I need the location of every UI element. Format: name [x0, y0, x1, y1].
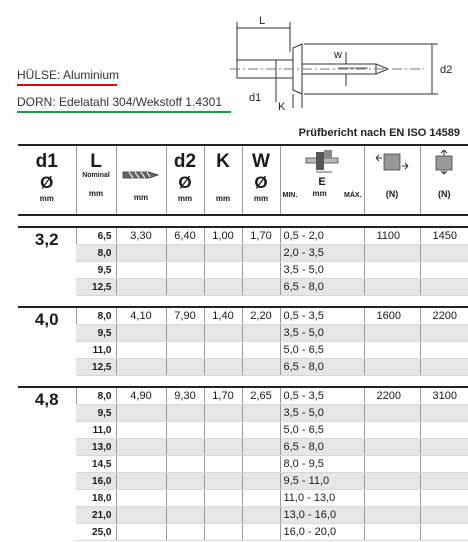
rivet-diameter: 3,2	[18, 227, 76, 296]
table-row	[18, 245, 468, 262]
mandrel-diameter	[242, 359, 280, 376]
dim-label-d2: d2	[440, 64, 453, 76]
mandrel-diameter	[242, 422, 280, 439]
length-value: 11,0	[76, 342, 116, 359]
drill-diameter	[116, 359, 166, 376]
spacer-cell	[18, 215, 468, 227]
tensile-strength	[420, 490, 468, 507]
head-diameter: 6,40	[166, 227, 204, 245]
drill-diameter	[116, 456, 166, 473]
length-value: 12,5	[76, 279, 116, 296]
head-diameter	[166, 490, 204, 507]
test-report-note: Prüfbericht nach EN ISO 14589	[298, 127, 460, 139]
length-value: 13,0	[76, 439, 116, 456]
head-height: 1,00	[204, 227, 242, 245]
shear-strength	[364, 456, 420, 473]
drill-diameter	[116, 279, 166, 296]
dim-label-w: w	[334, 49, 342, 61]
shear-strength	[364, 245, 420, 262]
col-header-W: W Ø mm	[242, 145, 280, 215]
shear-strength	[364, 507, 420, 524]
mandrel-diameter	[242, 342, 280, 359]
table-row	[18, 262, 468, 279]
head-height	[204, 456, 242, 473]
grip-range: 3,5 - 5,0	[280, 262, 364, 279]
shear-strength	[364, 359, 420, 376]
drill-diameter	[116, 405, 166, 422]
head-diameter	[166, 325, 204, 342]
spec-table	[18, 144, 468, 541]
table-row	[18, 359, 468, 376]
grip-range: 8,0 - 9,5	[280, 456, 364, 473]
table-row	[18, 342, 468, 359]
head-height	[204, 524, 242, 541]
grip-range: 0,5 - 3,5	[280, 387, 364, 405]
col-header-K: K mm	[204, 145, 242, 215]
tensile-strength	[420, 439, 468, 456]
head-height	[204, 405, 242, 422]
mandrel-underline	[17, 111, 231, 113]
grip-range: 0,5 - 3,5	[280, 307, 364, 325]
shear-strength	[364, 325, 420, 342]
drill-diameter	[116, 342, 166, 359]
table-row	[18, 524, 468, 541]
head-diameter	[166, 245, 204, 262]
shear-strength	[364, 524, 420, 541]
col-header-d1: d1 Ø mm	[18, 145, 76, 215]
head-height: 1,40	[204, 307, 242, 325]
sleeve-underline	[17, 84, 117, 86]
length-value: 12,5	[76, 359, 116, 376]
tensile-strength: 2200	[420, 307, 468, 325]
length-value: 21,0	[76, 507, 116, 524]
grip-range: 3,5 - 5,0	[280, 325, 364, 342]
shear-strength	[364, 473, 420, 490]
grip-range-icon	[302, 148, 342, 174]
tensile-strength	[420, 507, 468, 524]
drill-diameter	[116, 245, 166, 262]
length-value: 8,0	[76, 245, 116, 262]
head-diameter	[166, 456, 204, 473]
length-value: 25,0	[76, 524, 116, 541]
drill-diameter	[116, 325, 166, 342]
head-height	[204, 473, 242, 490]
shear-strength	[364, 405, 420, 422]
table-row	[18, 307, 468, 325]
drill-diameter	[116, 439, 166, 456]
tensile-strength	[420, 456, 468, 473]
drill-diameter	[116, 490, 166, 507]
table-row	[18, 387, 468, 405]
tensile-strength	[420, 359, 468, 376]
shear-strength: 2200	[364, 387, 420, 405]
drill-diameter: 4,10	[116, 307, 166, 325]
tensile-strength	[420, 262, 468, 279]
table-row	[18, 279, 468, 296]
grip-range: 6,5 - 8,0	[280, 439, 364, 456]
tensile-strength	[420, 279, 468, 296]
dim-label-L: L	[259, 15, 266, 27]
tensile-strength	[420, 342, 468, 359]
head-diameter	[166, 262, 204, 279]
head-height	[204, 325, 242, 342]
head-height	[204, 279, 242, 296]
head-height	[204, 262, 242, 279]
col-header-L: L Nominal mm	[76, 145, 116, 215]
head-diameter	[166, 439, 204, 456]
head-diameter	[166, 359, 204, 376]
length-value: 9,5	[76, 405, 116, 422]
drill-diameter	[116, 473, 166, 490]
grip-range: 0,5 - 2,0	[280, 227, 364, 245]
shear-strength: 1100	[364, 227, 420, 245]
head-diameter: 7,90	[166, 307, 204, 325]
head-diameter	[166, 279, 204, 296]
mandrel-diameter	[242, 405, 280, 422]
grip-range: 6,5 - 8,0	[280, 359, 364, 376]
head-diameter	[166, 473, 204, 490]
grip-range: 16,0 - 20,0	[280, 524, 364, 541]
mandrel-diameter	[242, 279, 280, 296]
shear-strength: 1600	[364, 307, 420, 325]
shear-strength	[364, 490, 420, 507]
head-diameter	[166, 422, 204, 439]
grip-range: 11,0 - 13,0	[280, 490, 364, 507]
head-height	[204, 439, 242, 456]
group-spacer	[18, 296, 468, 308]
tensile-strength	[420, 245, 468, 262]
mandrel-diameter	[242, 524, 280, 541]
drill-diameter: 4,90	[116, 387, 166, 405]
mandrel-diameter: 1,70	[242, 227, 280, 245]
length-value: 6,5	[76, 227, 116, 245]
rivet-diameter: 4,0	[18, 307, 76, 376]
head-height	[204, 507, 242, 524]
shear-strength	[364, 279, 420, 296]
mandrel-diameter	[242, 245, 280, 262]
sleeve-material: HÜLSE: Aluminium	[17, 68, 120, 82]
grip-range: 5,0 - 6,5	[280, 342, 364, 359]
head-diameter	[166, 507, 204, 524]
spacer-cell	[18, 376, 468, 388]
col-header-drill: mm	[116, 145, 166, 215]
grip-range: 5,0 - 6,5	[280, 422, 364, 439]
head-height	[204, 342, 242, 359]
mandrel-diameter: 2,65	[242, 387, 280, 405]
tensile-strength: 1450	[420, 227, 468, 245]
table-row	[18, 507, 468, 524]
header-row	[18, 145, 468, 215]
mandrel-material: DORN: Edelatahl 304/Wekstoff 1.4301	[17, 95, 223, 109]
col-header-tensile: (N)	[420, 145, 468, 215]
shear-strength	[364, 342, 420, 359]
mandrel-diameter	[242, 262, 280, 279]
shear-strength	[364, 262, 420, 279]
table-row	[18, 227, 468, 245]
rivet-drawing	[228, 6, 460, 118]
mandrel-diameter	[242, 473, 280, 490]
mandrel-diameter	[242, 325, 280, 342]
dim-label-K: K	[278, 101, 286, 113]
table-row	[18, 405, 468, 422]
head-height	[204, 245, 242, 262]
drill-diameter	[116, 262, 166, 279]
drill-bit-icon	[121, 166, 161, 184]
dim-label-d1: d1	[249, 92, 262, 104]
mandrel-diameter	[242, 439, 280, 456]
grip-range: 2,0 - 3,5	[280, 245, 364, 262]
drill-diameter	[116, 524, 166, 541]
tensile-strength	[420, 405, 468, 422]
col-header-d2: d2 Ø mm	[166, 145, 204, 215]
tensile-strength	[420, 524, 468, 541]
drill-diameter: 3,30	[116, 227, 166, 245]
table-row	[18, 490, 468, 507]
tensile-strength	[420, 473, 468, 490]
shear-force-icon	[374, 148, 410, 176]
drill-diameter	[116, 507, 166, 524]
head-height: 1,70	[204, 387, 242, 405]
table-row	[18, 456, 468, 473]
table-row	[18, 422, 468, 439]
shear-strength	[364, 422, 420, 439]
table-row	[18, 325, 468, 342]
rivet-diameter: 4,8	[18, 387, 76, 541]
head-diameter	[166, 405, 204, 422]
tensile-strength	[420, 325, 468, 342]
mandrel-diameter	[242, 456, 280, 473]
spacer-cell	[18, 296, 468, 308]
length-value: 18,0	[76, 490, 116, 507]
col-header-shear: (N)	[364, 145, 420, 215]
grip-range: 3,5 - 5,0	[280, 405, 364, 422]
drill-diameter	[116, 422, 166, 439]
group-spacer	[18, 215, 468, 227]
shear-strength	[364, 439, 420, 456]
tensile-force-icon	[429, 148, 459, 176]
mandrel-diameter	[242, 507, 280, 524]
grip-range: 9,5 - 11,0	[280, 473, 364, 490]
head-diameter: 9,30	[166, 387, 204, 405]
grip-range: 6,5 - 8,0	[280, 279, 364, 296]
group-spacer	[18, 376, 468, 388]
length-value: 14,5	[76, 456, 116, 473]
col-header-E: E MIN. mm MÁX.	[280, 145, 364, 215]
table-row	[18, 439, 468, 456]
mandrel-diameter	[242, 490, 280, 507]
mandrel-diameter: 2,20	[242, 307, 280, 325]
length-value: 8,0	[76, 307, 116, 325]
length-value: 8,0	[76, 387, 116, 405]
head-height	[204, 490, 242, 507]
tensile-strength	[420, 422, 468, 439]
length-value: 16,0	[76, 473, 116, 490]
length-value: 9,5	[76, 325, 116, 342]
head-diameter	[166, 524, 204, 541]
grip-range: 13,0 - 16,0	[280, 507, 364, 524]
tensile-strength: 3100	[420, 387, 468, 405]
head-height	[204, 422, 242, 439]
head-height	[204, 359, 242, 376]
length-value: 9,5	[76, 262, 116, 279]
length-value: 11,0	[76, 422, 116, 439]
table-row	[18, 473, 468, 490]
head-diameter	[166, 342, 204, 359]
